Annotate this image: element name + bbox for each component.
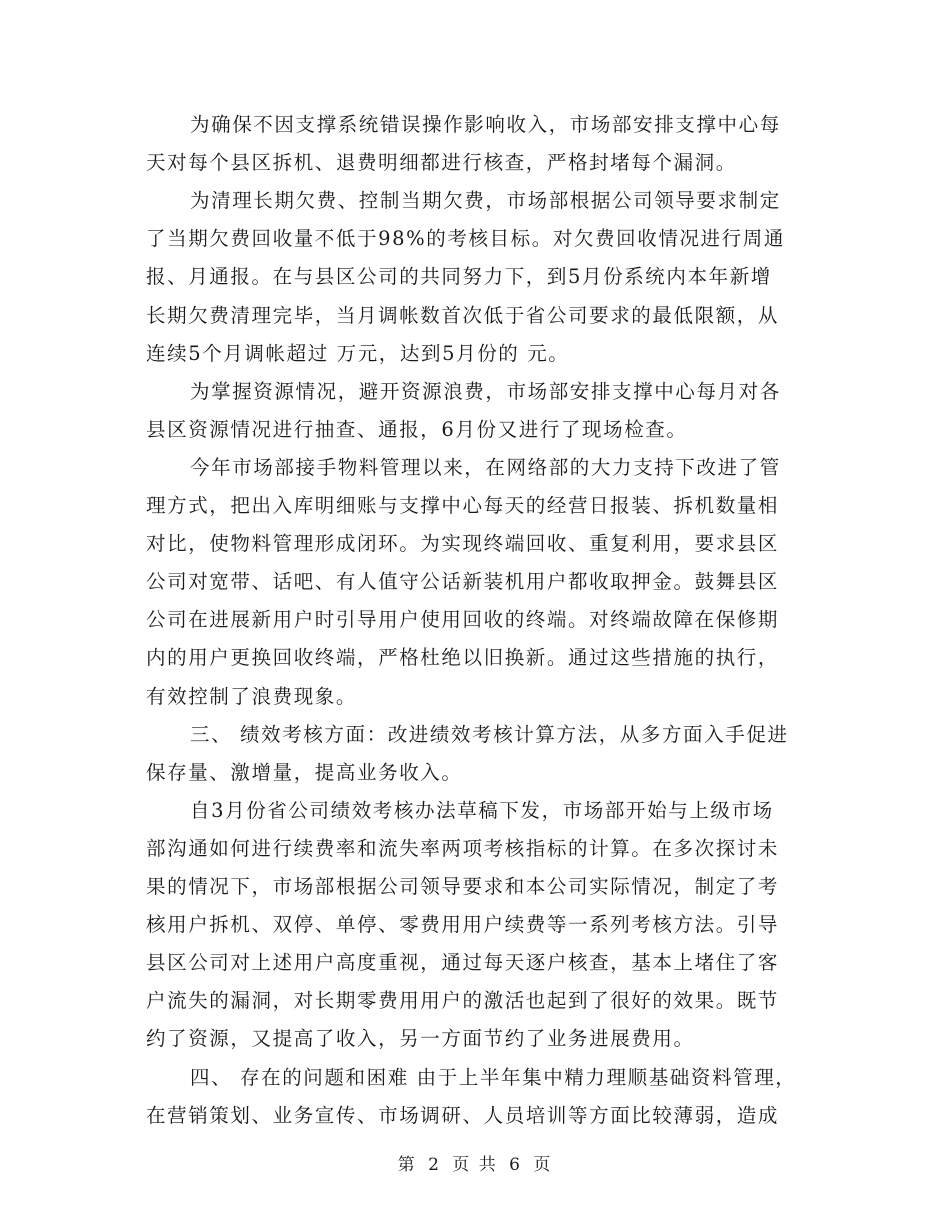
text-line: 四、 存在的问题和困难 由于上半年集中精力理顺基础资料管理， (190, 1065, 797, 1089)
footer-mid: 页 共 (452, 1155, 498, 1175)
total-pages: 6 (509, 1155, 522, 1175)
text-line: 连续5个月调帐超过 万元，达到5月份的 元。 (146, 341, 570, 365)
footer-suffix: 页 (533, 1155, 553, 1175)
text-line: 理方式，把出入库明细账与支撑中心每天的经营日报装、拆机数量相 (146, 494, 780, 517)
text-line: 保存量、激增量，提高业务收入。 (146, 760, 463, 784)
footer-prefix: 第 (397, 1155, 417, 1175)
text-line: 部沟通如何进行续费率和流失率两项考核指标的计算。在多次探讨未 (146, 836, 780, 860)
text-line: 长期欠费清理完毕，当月调帐数首次低于省公司要求的最低限额，从 (146, 303, 780, 327)
text-line: 约了资源，又提高了收入，另一方面节约了业务进展费用。 (146, 1027, 695, 1051)
text-line: 户流失的漏洞，对长期零费用用户的激活也起到了很好的效果。既节 (146, 989, 780, 1013)
text-line: 为清理长期欠费、控制当期欠费，市场部根据公司领导要求制定 (190, 189, 781, 213)
text-line: 三、 绩效考核方面：改进绩效考核计算方法，从多方面入手促进 (190, 722, 789, 746)
current-page-number: 2 (428, 1155, 441, 1175)
text-line: 果的情况下，市场部根据公司领导要求和本公司实际情况，制定了考 (146, 875, 780, 898)
text-line: 天对每个县区拆机、退费明细都进行核查，严格封堵每个漏洞。 (146, 151, 737, 175)
text-line: 公司在进展新用户时引导用户使用回收的终端。对终端故障在保修期 (146, 608, 780, 632)
text-line: 有效控制了浪费现象。 (146, 684, 358, 708)
text-line: 在营销策划、业务宣传、市场调研、人员培训等方面比较薄弱，造成 (146, 1103, 780, 1127)
text-line: 核用户拆机、双停、单停、零费用用户续费等一系列考核方法。引导 (146, 913, 780, 937)
text-line: 报、月通报。在与县区公司的共同努力下，到5月份系统内本年新增 (146, 265, 772, 289)
text-line: 自3月份省公司绩效考核办法草稿下发，市场部开始与上级市场 (190, 798, 774, 822)
text-line: 为掌握资源情况，避开资源浪费，市场部安排支撑中心每月对各 (190, 379, 781, 403)
page-footer (0, 1150, 950, 1175)
text-line: 对比，使物料管理形成闭环。为实现终端回收、重复利用，要求县区 (146, 532, 780, 556)
text-line: 了当期欠费回收量不低于98%的考核目标。对欠费回收情况进行周通 (146, 227, 785, 251)
text-line: 内的用户更换回收终端，严格杜绝以旧换新。通过这些措施的执行， (146, 646, 780, 670)
text-line: 公司对宽带、话吧、有人值守公话新装机用户都收取押金。鼓舞县区 (146, 570, 780, 594)
text-line: 今年市场部接手物料管理以来，在网络部的大力支持下改进了管 (190, 455, 781, 479)
text-line: 县区资源情况进行抽查、通报，6月份又进行了现场检查。 (146, 417, 688, 441)
text-line: 县区公司对上述用户高度重视，通过每天逐户核查，基本上堵住了客 (146, 951, 780, 975)
text-line: 为确保不因支撑系统错误操作影响收入，市场部安排支撑中心每 (190, 113, 781, 136)
